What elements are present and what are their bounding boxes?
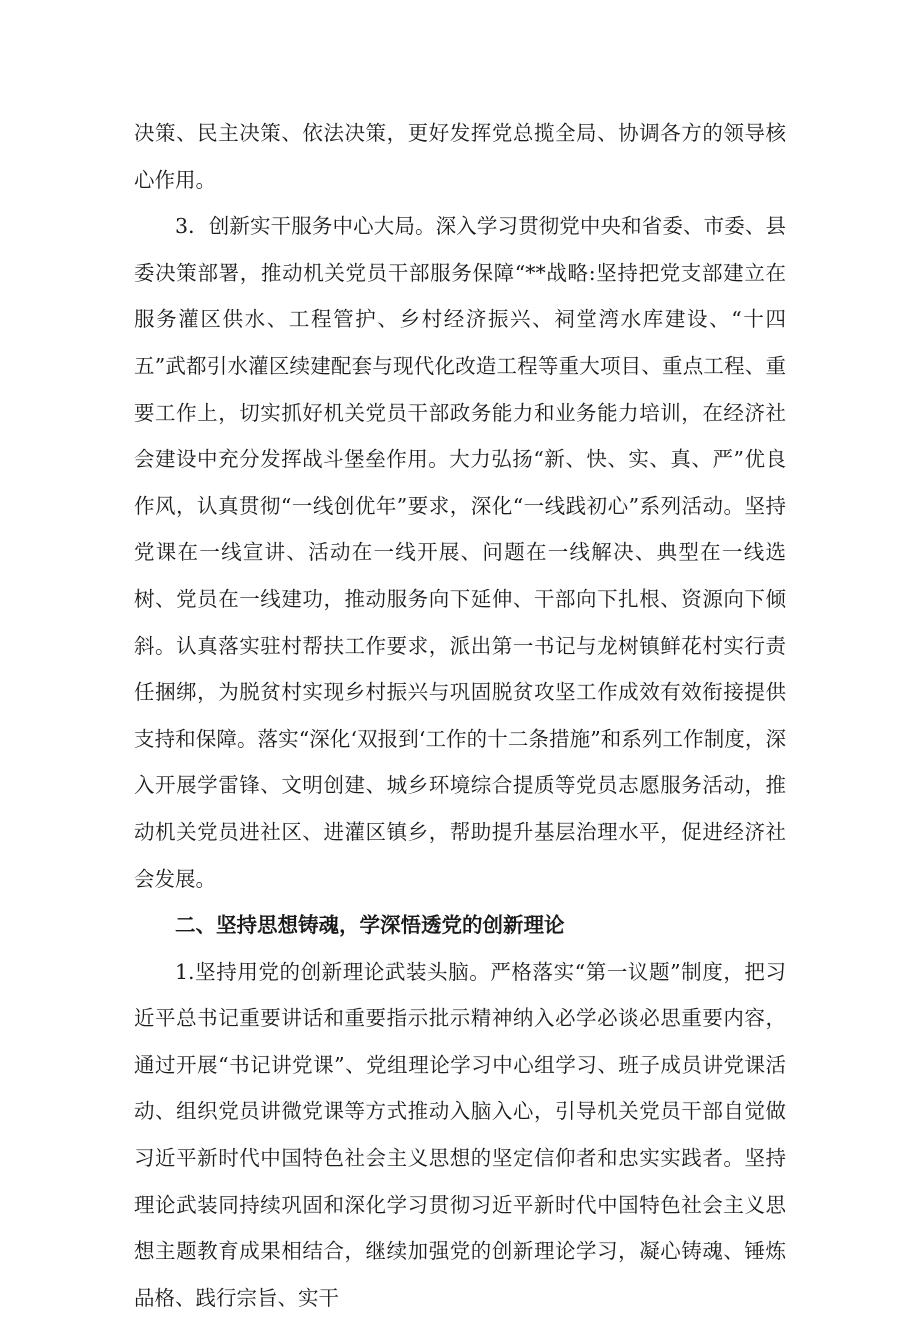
section-heading-two: 二、坚持思想铸魂，学深悟透党的创新理论 xyxy=(175,913,565,938)
document-body xyxy=(134,110,786,1321)
paragraph-serve-central-work: 3．创新实干服务中心大局。深入学习贯彻党中央和省委、市委、县委决策部署，推动机关党员干部服务保障“**战略:坚持把党支部建立在服务灌区供水、工程管护、乡村经济振兴、祠堂湾水库建设、“十四五”武都引水灌区续建配套与现代化改造工程等重大项目、重点工程、重要工作上，切实抓好机关党员干部政务能力和业务能力培训，在经济社会建设中充分发挥战斗堡垒作用。大力弘扬“新、快、实、真、严”优良作风，认真贯彻“一线创优年”要求，深化“一线践初心”系列活动。坚持党课在一线宣讲、活动在一线开展、问题在一线解决、典型在一线选树、党员在一线建功，推动服务向下延伸、干部向下扎根、资源向下倾斜。认真落实驻村帮扶工作要求，派出第一书记与龙树镇鲜花村实行责任捆绑，为脱贫村实现乡村振兴与巩固脱贫攻坚工作成效有效衔接提供支持和保障。落实“深化‘双报到‘工作的十二条措施”和系列工作制度，深入开展学雷锋、文明创建、城乡环境综合提质等党员志愿服务活动，推动机关党员进社区、进灌区镇乡，帮助提升基层治理水平，促进经济社会发展。 xyxy=(134,214,786,891)
paragraph-theory-arming: 1.坚持用党的创新理论武装头脑。严格落实“第一议题”制度，把习近平总书记重要讲话和重要指示批示精神纳入必学必谈必思重要内容，通过开展“书记讲党课”、党组理论学习中心组学习、班子成员讲党课活动、组织党员讲微党课等方式推动入脑入心，引导机关党员干部自觉做习近平新时代中国特色社会主义思想的坚定信仰者和忠实实践者。坚持理论武装同持续巩固和深化学习贯彻习近平新时代中国特色社会主义思想主题教育成果相结合，继续加强党的创新理论学习，凝心铸魂、锤炼品格、践行宗旨、实干 xyxy=(134,959,786,1310)
paragraph-decision-making: 决策、民主决策、依法决策，更好发挥党总揽全局、协调各方的领导核心作用。 xyxy=(134,121,786,192)
